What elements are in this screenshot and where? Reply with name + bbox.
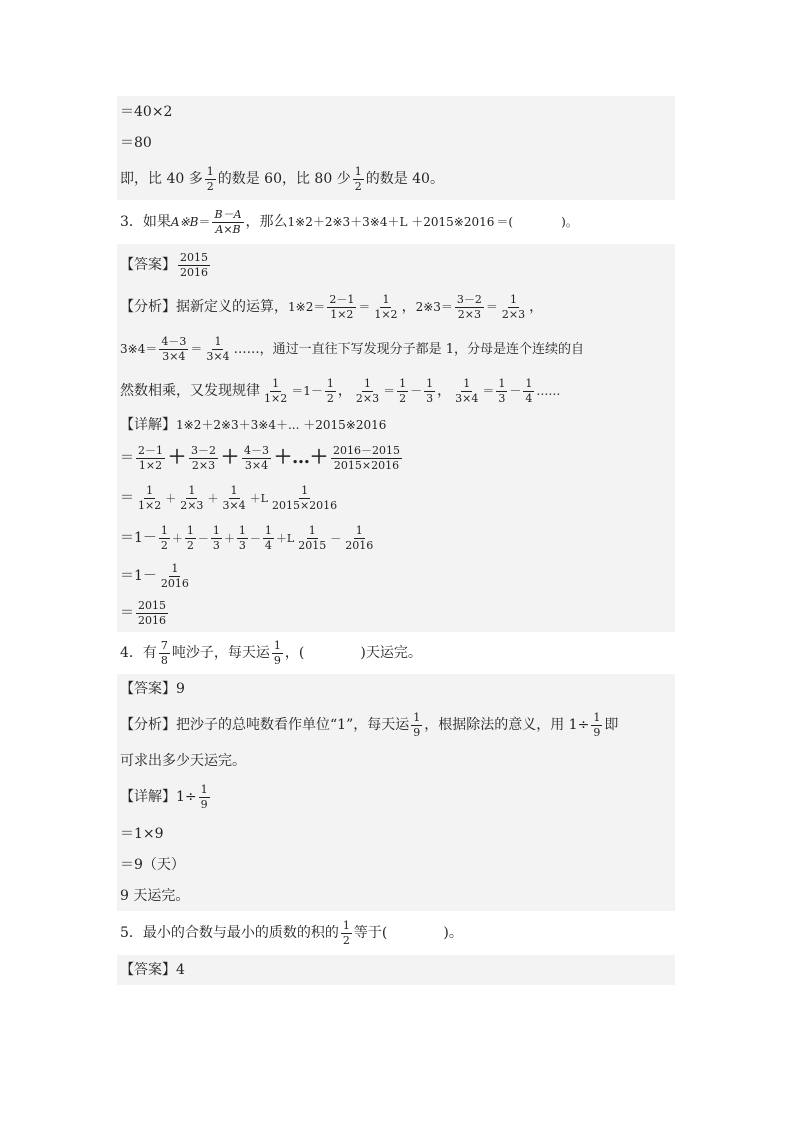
- text-run: －: [197, 531, 209, 545]
- calc-line: [117, 438, 675, 478]
- text-run: 【分析】: [120, 717, 176, 733]
- text-run: ，( )天运完。: [284, 645, 422, 661]
- numerator: 1: [342, 918, 350, 932]
- numerator: 1: [238, 523, 246, 537]
- text-run: 【详解】: [120, 417, 176, 433]
- text-run: ＝: [120, 605, 134, 621]
- numerator: 3－2: [456, 292, 482, 306]
- analysis-line: [117, 328, 675, 370]
- fraction: [424, 378, 435, 404]
- denominator: 2015: [298, 538, 327, 552]
- calc-line: [117, 558, 675, 594]
- fraction: [591, 712, 602, 738]
- text-run: ＋: [223, 531, 235, 545]
- text-run: ＝: [358, 300, 371, 314]
- denominator: 1×2: [374, 307, 398, 321]
- calc-line: [117, 127, 675, 158]
- numerator: 1: [593, 710, 601, 724]
- fraction: [159, 525, 170, 551]
- numerator: 4－3: [244, 443, 269, 457]
- denominator: 2016: [138, 613, 166, 627]
- numerator: 2－1: [138, 443, 163, 457]
- text-run: ＋L: [249, 491, 268, 505]
- answer-line: [117, 955, 675, 985]
- numerator: 7: [160, 638, 168, 652]
- denominator: 2×3: [355, 391, 380, 405]
- text-run: ＝: [190, 342, 203, 356]
- numerator: 1: [301, 483, 309, 497]
- answer-line: [117, 674, 675, 704]
- fraction: [372, 294, 399, 320]
- numerator: 1: [230, 483, 238, 497]
- numerator: 1: [186, 523, 194, 537]
- denominator: 9: [273, 653, 281, 667]
- numerator: 1: [382, 292, 390, 306]
- text-run: ，根据除法的意义，用 1÷: [424, 717, 590, 733]
- denominator: 2×3: [501, 307, 526, 321]
- numerator: 1: [272, 376, 280, 390]
- analysis-line: [117, 286, 675, 328]
- denominator: 9: [593, 725, 601, 739]
- text-run: 3※4＝: [120, 342, 158, 356]
- numerator: 1: [188, 483, 196, 497]
- numerator: 1: [273, 638, 281, 652]
- fraction: [325, 378, 336, 404]
- text-run: 把沙子的总吨数看作单位“1”，每天运: [176, 717, 410, 733]
- numerator: 1: [354, 164, 362, 178]
- fraction: [242, 445, 271, 471]
- numerator: 1: [206, 164, 214, 178]
- text-run: 1÷: [176, 789, 197, 805]
- text-run: 的数是 40。: [365, 171, 444, 187]
- fraction: [523, 378, 534, 404]
- numerator: 1: [171, 561, 179, 575]
- question-4: [117, 632, 675, 674]
- text-run: ＝80: [120, 134, 152, 151]
- fraction: [178, 485, 205, 511]
- numerator: 2－1: [329, 292, 355, 306]
- fraction: [185, 525, 196, 551]
- text-run: ＋L: [275, 531, 295, 545]
- text-run: 【答案】: [120, 681, 176, 697]
- fraction: [331, 445, 402, 471]
- text-run: ＋: [207, 491, 219, 505]
- text-run: ，: [337, 383, 352, 399]
- numerator: 2015: [138, 598, 166, 612]
- fraction: [496, 378, 507, 404]
- text-run: 9: [176, 681, 185, 697]
- text-run: 【详解】: [120, 789, 176, 805]
- denominator: 3: [426, 391, 434, 405]
- text-run: ＝1×9: [120, 825, 164, 842]
- numerator: 1: [264, 523, 272, 537]
- denominator: 3×4: [162, 349, 186, 363]
- denominator: 2: [160, 538, 168, 552]
- text-run: ＝: [482, 384, 495, 398]
- text-run: 5．最小的合数与最小的质数的积的: [120, 925, 339, 941]
- calc-line: [117, 96, 675, 127]
- text-run: 可求出多少天运完。: [120, 753, 246, 769]
- fraction: [262, 378, 289, 404]
- fraction: [353, 166, 364, 192]
- text-run: ＋…＋: [274, 447, 328, 468]
- text-run: ……: [536, 384, 561, 398]
- denominator: 3: [498, 391, 506, 405]
- fraction: [136, 600, 168, 626]
- calc-line: [117, 478, 675, 518]
- denominator: 2: [354, 179, 362, 193]
- text-run: 1※2＋2※3＋3※4＋... ＋2015※2016: [176, 418, 387, 432]
- denominator: 1×2: [138, 498, 162, 512]
- text-run: ＝9（天）: [120, 856, 185, 873]
- text-run: 据新定义的运算，: [176, 299, 288, 315]
- fraction: [296, 525, 328, 551]
- text-run: 1－: [303, 384, 323, 398]
- text-run: ＝: [120, 450, 134, 466]
- denominator: 9: [413, 725, 421, 739]
- numerator: 1: [160, 523, 168, 537]
- text-run: －: [410, 384, 423, 398]
- fraction: [455, 294, 484, 320]
- denominator: 2: [186, 538, 194, 552]
- numerator: 1: [525, 376, 533, 390]
- numerator: 1: [200, 782, 208, 796]
- numerator: 1: [146, 483, 154, 497]
- denominator: 2016: [160, 576, 189, 590]
- text-run: A※B: [170, 215, 199, 229]
- question-3: [117, 200, 675, 244]
- text-run: 3．如果: [120, 214, 171, 230]
- text-run: ……，通过一直往下写发现分子都是 1，分母是连个连续的自: [233, 341, 584, 357]
- fraction: [205, 166, 216, 192]
- numerator: 1: [399, 376, 407, 390]
- detail-line: [117, 776, 675, 818]
- fraction: [411, 712, 422, 738]
- text-run: ＝: [485, 300, 498, 314]
- numerator: 1: [413, 710, 421, 724]
- analysis-line: [117, 746, 675, 776]
- denominator: 2×3: [457, 307, 481, 321]
- fraction: [159, 640, 170, 666]
- numerator: 1: [463, 376, 471, 390]
- denominator: 3×4: [244, 458, 269, 472]
- text-run: 吨沙子，每天运: [171, 645, 270, 661]
- denominator: 1×2: [138, 458, 163, 472]
- text-run: 1※2＝: [288, 300, 326, 314]
- denominator: 9: [200, 797, 208, 811]
- text-run: 9 天运完。: [120, 887, 190, 904]
- numerator: 3－2: [191, 443, 216, 457]
- text-run: ＝( )。: [496, 215, 578, 229]
- text-run: ，: [401, 299, 416, 315]
- conclusion-line: [117, 880, 675, 911]
- fraction: [500, 294, 527, 320]
- text-run: 【答案】: [120, 257, 176, 273]
- numerator: B－A: [214, 207, 242, 221]
- denominator: 2: [206, 179, 214, 193]
- text-run: －: [330, 531, 342, 545]
- text-run: 1※2＋2※3＋3※4＋L ＋2015※2016: [287, 215, 495, 229]
- text-run: ＝40×2: [120, 103, 173, 120]
- text-run: ，: [529, 299, 544, 315]
- numerator: 1: [363, 376, 371, 390]
- fraction: [270, 485, 339, 511]
- denominator: 2×3: [191, 458, 216, 472]
- text-run: 4: [176, 962, 185, 978]
- text-run: ＝: [383, 384, 396, 398]
- question-5: [117, 911, 675, 955]
- text-run: 即，比 40 多: [120, 171, 203, 187]
- denominator: 2×3: [180, 498, 204, 512]
- text-run: 等于( )。: [353, 925, 463, 941]
- text-run: ＋: [165, 491, 177, 505]
- calc-line: [117, 518, 675, 558]
- calc-line: [117, 818, 675, 849]
- numerator: 1: [426, 376, 434, 390]
- denominator: 2016: [180, 265, 208, 279]
- analysis-line: [117, 704, 675, 746]
- denominator: 2015×2016: [333, 458, 400, 472]
- numerator: 2015: [180, 250, 208, 264]
- fraction: [178, 252, 210, 278]
- denominator: 2: [326, 391, 334, 405]
- conclusion-line: [117, 158, 675, 200]
- text-run: 然数相乘，又发现规律: [120, 383, 260, 399]
- numerator: 1: [308, 523, 316, 537]
- text-run: ＝1－: [120, 568, 157, 584]
- denominator: 3: [212, 538, 220, 552]
- analysis-line: [117, 370, 675, 412]
- denominator: A×B: [215, 222, 241, 236]
- text-run: ＋: [221, 447, 239, 468]
- denominator: 4: [525, 391, 533, 405]
- denominator: 1×2: [264, 391, 288, 405]
- text-run: －: [509, 384, 522, 398]
- text-run: 4．有: [120, 645, 157, 661]
- denominator: 3: [238, 538, 246, 552]
- fraction: [159, 336, 188, 362]
- text-run: ，那么: [245, 214, 288, 230]
- text-run: ＝1－: [120, 530, 157, 546]
- numerator: 4－3: [161, 334, 187, 348]
- numerator: 1: [510, 292, 518, 306]
- text-run: 【分析】: [120, 299, 176, 315]
- denominator: 2015×2016: [271, 498, 338, 512]
- calc-line: [117, 849, 675, 880]
- numerator: 1: [498, 376, 506, 390]
- fraction: [397, 378, 408, 404]
- denominator: 1×2: [330, 307, 354, 321]
- denominator: 3×4: [222, 498, 246, 512]
- fraction: [204, 336, 231, 362]
- fraction: [237, 525, 248, 551]
- fraction: [263, 525, 274, 551]
- denominator: 8: [160, 653, 168, 667]
- numerator: 1: [326, 376, 334, 390]
- denominator: 2: [342, 933, 350, 947]
- text-run: ＋: [171, 531, 183, 545]
- denominator: 2016: [345, 538, 374, 552]
- fraction: [159, 563, 191, 589]
- numerator: 2016－2015: [333, 443, 400, 457]
- fraction: [212, 209, 243, 235]
- denominator: 4: [264, 538, 272, 552]
- detail-line: [117, 412, 675, 438]
- denominator: 3×4: [206, 349, 230, 363]
- numerator: 1: [355, 523, 363, 537]
- text-run: ，: [437, 383, 452, 399]
- answer-line: [117, 244, 675, 286]
- calc-line: [117, 594, 675, 632]
- text-run: －: [249, 531, 261, 545]
- text-run: 的数是 60，比 80 少: [217, 171, 351, 187]
- fraction: [341, 920, 352, 946]
- fraction: [211, 525, 222, 551]
- fraction: [189, 445, 218, 471]
- fraction: [272, 640, 283, 666]
- fraction: [327, 294, 356, 320]
- fraction: [453, 378, 480, 404]
- text-run: ＝: [291, 384, 304, 398]
- fraction: [199, 784, 210, 810]
- text-run: 【答案】: [120, 962, 176, 978]
- fraction: [136, 485, 163, 511]
- numerator: 1: [214, 334, 222, 348]
- text-run: ＋: [168, 447, 186, 468]
- denominator: 2: [399, 391, 407, 405]
- text-run: ＝: [198, 215, 211, 229]
- text-run: ＝: [120, 490, 134, 506]
- fraction: [343, 525, 375, 551]
- fraction: [136, 445, 165, 471]
- numerator: 1: [212, 523, 220, 537]
- denominator: 3×4: [455, 391, 479, 405]
- text-run: 2※3＝: [415, 300, 453, 314]
- document-page: [117, 96, 675, 985]
- fraction: [220, 485, 247, 511]
- fraction: [354, 378, 381, 404]
- text-run: 即: [604, 717, 619, 733]
